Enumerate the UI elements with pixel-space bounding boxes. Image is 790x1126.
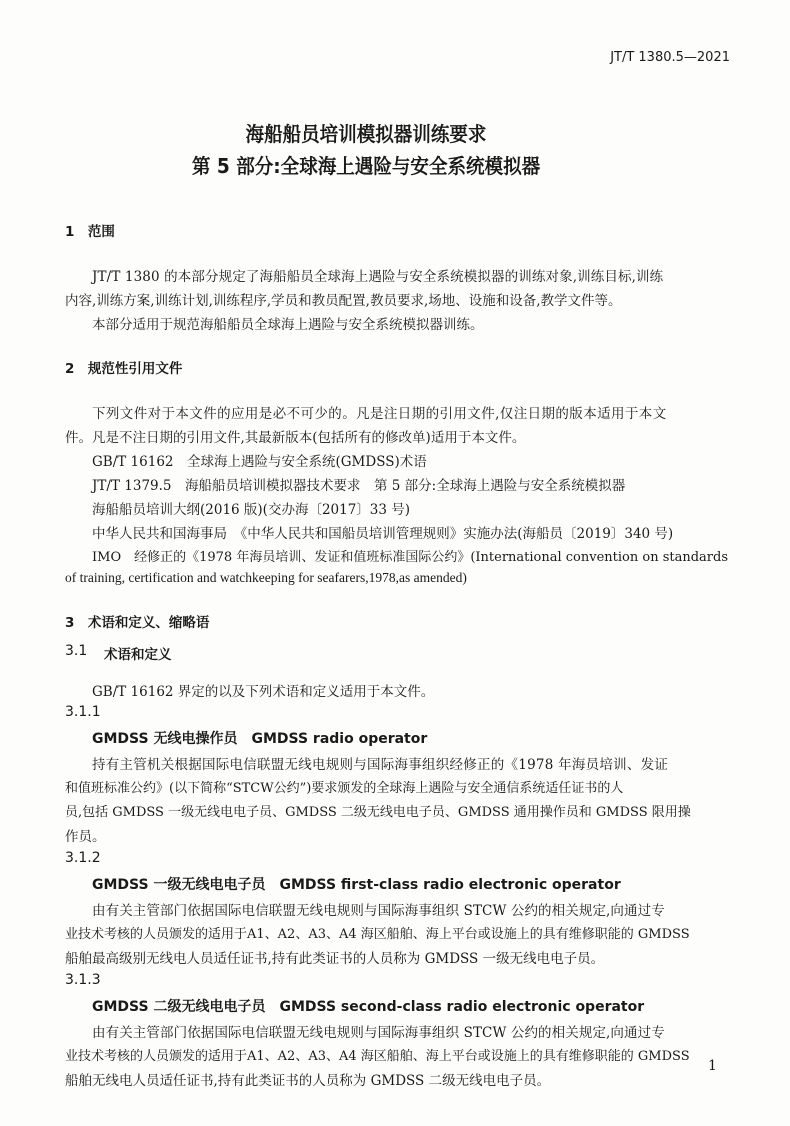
term-definition-line: 持有主管机关根据国际电信联盟无线电规则与国际海事组织经修正的《1978 年海员培训、发证 [92,757,669,773]
page-number: 1 [708,1058,717,1074]
term-number: 3.1.3 [65,972,101,988]
s2-intro-line: 件。凡是不注日期的引用文件,其最新版本(包括所有的修改单)适用于本文件。 [65,430,526,446]
reference-item: 中华人民共和国海事局 《中华人民共和国船员培训管理规则》实施办法(海船员〔2019〕340 号) [92,526,674,542]
document-title: 海船船员培训模拟器训练要求 [245,122,487,146]
term-number: 3.1.1 [65,704,101,720]
s1-paragraph: 本部分适用于规范海船船员全球海上遇险与安全系统模拟器训练。 [92,317,484,333]
term-definition-line: 船舶最高级别无线电人员适任证书,持有此类证书的人员称为 GMDSS 一级无线电电子员。 [65,951,605,967]
s1-paragraph-line: JT/T 1380 的本部分规定了海船船员全球海上遇险与安全系统模拟器的训练对象,训练目标,训练 [92,269,664,285]
reference-item: JT/T 1379.5 海船船员培训模拟器技术要求 第 5 部分:全球海上遇险与安全系统模拟器 [92,478,626,494]
term-definition-line: 和值班标准公约》(以下简称“STCW公约”)要求颁发的全球海上遇险与安全通信系统适任证书的人 [65,781,624,796]
reference-item-imo-cont: of training, certification and watchkeeping for seafarers,1978,as amended) [65,570,467,585]
s31-intro: GB/T 16162 界定的以及下列术语和定义适用于本文件。 [92,684,435,700]
term-definition-line: 业技术考核的人员颁发的适用于A1、A2、A3、A4 海区船舶、海上平台或设施上的具有维修职能的 GMDSS [65,1049,690,1064]
term-number: 3.1.2 [65,850,101,866]
term-definition-line: 船舶无线电人员适任证书,持有此类证书的人员称为 GMDSS 二级无线电电子员。 [65,1073,551,1089]
term-title: GMDSS 无线电操作员 GMDSS radio operator [92,731,428,747]
reference-item: 海船船员培训大纲(2016 版)(交办海〔2017〕33 号) [92,502,411,518]
section-2-heading: 2 规范性引用文件 [65,361,183,377]
clause-number: 3.1 [65,643,88,659]
term-definition-line: 由有关主管部门依据国际电信联盟无线电规则与国际海事组织 STCW 公约的相关规定,向通过专 [92,903,665,919]
term-definition-line: 作员。 [65,829,106,845]
s1-paragraph-line: 内容,训练方案,训练计划,训练程序,学员和教员配置,教员要求,场地、设施和设备,教学文件等。 [65,293,622,309]
term-definition-line: 员,包括 GMDSS 一级无线电电子员、GMDSS 二级无线电电子员、GMDSS 通用操作员和 GMDSS 限用操 [65,805,691,820]
section-1-heading: 1 范围 [65,224,115,240]
clause-title: 术语和定义 [104,647,172,663]
term-title: GMDSS 二级无线电电子员 GMDSS second-class radio electronic operator [92,999,645,1015]
s2-intro-line: 下列文件对于本文件的应用是必不可少的。凡是注日期的引用文件,仅注日期的版本适用于本文 [92,406,667,422]
reference-item: GB/T 16162 全球海上遇险与安全系统(GMDSS)术语 [92,454,427,470]
term-definition-line: 由有关主管部门依据国际电信联盟无线电规则与国际海事组织 STCW 公约的相关规定,向通过专 [92,1025,665,1041]
reference-item-imo: IMO 经修正的《1978 年海员培训、发证和值班标准国际公约》(International convention on standards [92,550,729,565]
standard-number: JT/T 1380.5—2021 [610,50,730,65]
section-3-heading: 3 术语和定义、缩略语 [65,615,210,631]
term-definition-line: 业技术考核的人员颁发的适用于A1、A2、A3、A4 海区船舶、海上平台或设施上的具有维修职能的 GMDSS [65,927,690,942]
term-title: GMDSS 一级无线电电子员 GMDSS first-class radio electronic operator [92,877,621,893]
document-subtitle: 第 5 部分:全球海上遇险与安全系统模拟器 [191,154,541,178]
